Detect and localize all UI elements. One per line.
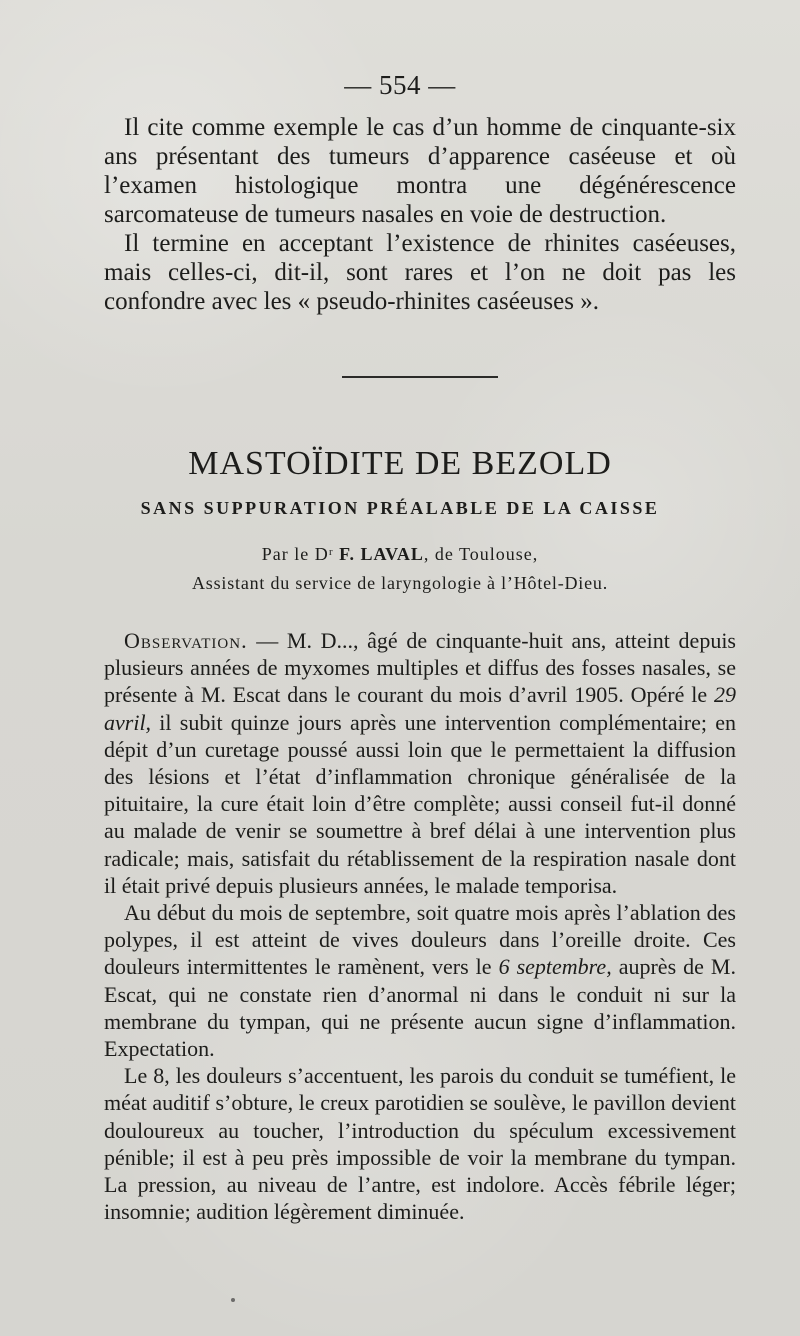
article-title: MASTOÏDITE DE BEZOLD: [188, 445, 612, 482]
article-subtitle: SANS SUPPURATION PRÉALABLE DE LA CAISSE: [140, 498, 660, 518]
september-text-1: Au début du mois de septembre, soit quatre mois après l’ablation des polypes, il est atteint de vives douleurs dans l’oreille droite. Ces douleurs intermittentes le ramènent, vers le: [104, 900, 736, 980]
intro-section: [104, 113, 736, 316]
september-text-2: auprès de M. Escat, qui ne constate rien d’anormal ni dans le conduit ni sur la membrane du tympan, qui ne présente aucun signe d’inflammation. Expectation.: [104, 954, 736, 1062]
body-section: [104, 627, 736, 1225]
byline-prefix: Par le Dʳ: [261, 544, 340, 564]
byline-suffix: , de Toulouse,: [423, 544, 539, 564]
author-name: F. LAVAL: [339, 544, 424, 564]
intro-paragraph-1: Il cite comme exemple le cas d’un homme de cinquante-six ans présentant des tumeurs d’apparence caséeuse et où l’examen histologique montra une dégénérescence sarcomateuse de tumeurs nasales en voie de destruction.: [104, 114, 736, 228]
byline: [0, 544, 800, 565]
page-number: — 554 —: [344, 70, 456, 100]
paper-speck: [231, 1298, 235, 1302]
september-date: 6 septembre,: [498, 954, 612, 980]
observation-label: Observation.: [124, 628, 248, 653]
symptoms-paragraph: Le 8, les douleurs s’accentuent, les parois du conduit se tuméfient, le méat auditif s’obture, le creux parotidien se soulève, le pavillon devient douloureux au toucher, l’introduction du spéculum excessivement pénible; il est à peu près impossible de voir la membrane du tympan. La pression, au niveau de l’antre, est indolore. Accès fébrile léger; insomnie; audition légèrement diminuée.: [104, 1063, 736, 1225]
observation-date: 29 avril,: [104, 682, 736, 735]
intro-paragraph-2: Il termine en acceptant l’existence de rhinites caséeuses, mais celles-ci, dit-il, sont rares et l’on ne doit pas les confondre avec les « pseudo-rhinites caséeuses ».: [104, 230, 736, 315]
observation-text-1: — M. D..., âgé de cinquante-huit ans, atteint depuis plusieurs années de myxomes multiples et diffus des fosses nasales, se présente à M. Escat dans le courant du mois d’avril 1905. Opéré le: [104, 628, 736, 708]
divider-line: [342, 376, 498, 378]
section-divider: [342, 373, 498, 381]
observation-text-2: il subit quinze jours après une intervention complémentaire; en dépit d’un curetage poussé aussi loin que le permettaient la diffusion des lésions et l’état d’inflammation chronique généralisée de la pituitaire, la cure était loin d’être complète; aussi conseil fut-il donné au malade de venir se soumettre à bref délai à une intervention plus radicale; mais, satisfait du rétablissement de la respiration nasale dont il était privé depuis plusieurs années, le malade temporisa.: [104, 709, 736, 898]
author-affiliation: Assistant du service de laryngologie à l’Hôtel-Dieu.: [192, 573, 608, 593]
september-paragraph: [104, 899, 736, 1062]
observation-paragraph: [104, 627, 736, 899]
